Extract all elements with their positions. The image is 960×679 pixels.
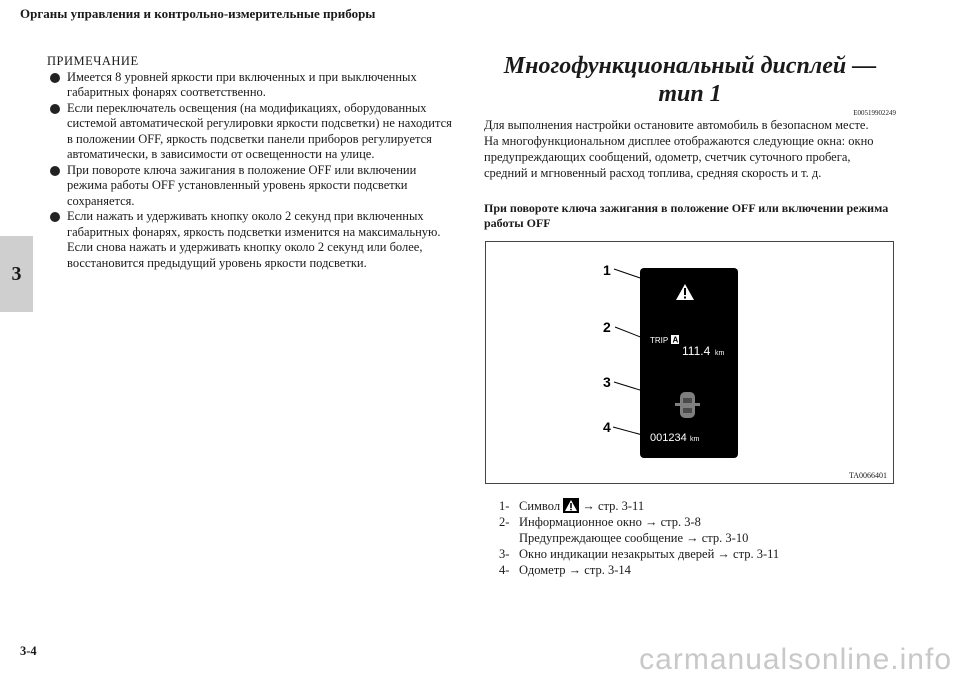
trip-badge: A: [672, 335, 679, 345]
display-figure: [485, 241, 894, 484]
chapter-tab: 3: [0, 236, 33, 312]
note-item: Если нажать и удерживать кнопку около 2 секунд при включенных габаритных фонарях, яркость подсветки изменится на максимальную. Если снова нажать и удерживать кнопку около 2 секунд или более, восстановится предыдущий уровень яркости подсветки.: [47, 209, 459, 271]
note-block: [47, 54, 459, 271]
odometer-unit: km: [690, 436, 700, 443]
caption-item: [499, 498, 779, 514]
caption-text: Предупреждающее сообщение → стр. 3-10: [519, 531, 749, 545]
section-subheading: При повороте ключа зажигания в положение OFF или включении режима работы OFF: [484, 201, 889, 230]
section-paragraph: Для выполнения настройки остановите автомобиль в безопасном месте.: [484, 118, 869, 132]
caption-number: 3-: [499, 547, 510, 561]
caption-number: 2-: [499, 515, 510, 529]
callout-number: 3: [603, 374, 611, 390]
caption-text-before: Символ: [519, 499, 561, 513]
section-block: [484, 52, 896, 231]
trip-value: 111.4: [682, 344, 711, 358]
trip-unit: km: [715, 350, 725, 357]
caption-item: [499, 514, 779, 530]
caption-text: Одометр → стр. 3-14: [519, 563, 631, 577]
note-list: [47, 70, 459, 272]
callout-number: 1: [603, 262, 611, 278]
callout-number: 4: [603, 419, 611, 435]
note-item: Если переключатель освещения (на модификациях, оборудованных системой автоматической регулировки яркости подсветки) не находится в положении OFF, яркость подсветки панели приборов регулируется автоматически, в зависимости от освещенности на улице.: [47, 101, 459, 163]
note-item: При повороте ключа зажигания в положение OFF или включении режима работы OFF установленный уровень яркости подсветки сохраняется.: [47, 163, 459, 210]
section-title: Многофункциональный дисплей — тип 1: [503, 53, 877, 107]
caption-text: Окно индикации незакрытых дверей → стр. 3-11: [519, 547, 780, 561]
warning-triangle-icon: [563, 498, 579, 513]
caption-text-after: → стр. 3-11: [582, 499, 645, 513]
display-illustration: [486, 242, 893, 483]
caption-text: Информационное окно → стр. 3-8: [519, 515, 701, 529]
section-code: E00519902249: [853, 109, 896, 117]
callout-number: 2: [603, 319, 611, 335]
note-item: Имеется 8 уровней яркости при включенных и при выключенных габаритных фонарях соответственно.: [47, 70, 459, 101]
caption-number: [499, 530, 519, 546]
odometer-value: 001234: [650, 432, 687, 444]
caption-item: [499, 562, 779, 578]
caption-number: 1-: [499, 499, 510, 513]
figure-code: TA0066401: [848, 471, 887, 480]
caption-text: [519, 498, 644, 514]
caption-item: [499, 530, 779, 546]
caption-item: [499, 546, 779, 562]
note-title: ПРИМЕЧАНИЕ: [47, 54, 139, 68]
page-number: 3-4: [20, 644, 37, 658]
caption-list: [499, 498, 779, 578]
trip-label: TRIP: [650, 336, 669, 345]
watermark: carmanualsonline.info: [639, 643, 952, 676]
caption-number: 4-: [499, 563, 510, 577]
section-paragraph: На многофункциональном дисплее отображаются следующие окна: окно предупреждающих сообщений, одометр, счетчик суточного пробега, средний и мгновенный расход топлива, средняя скорость и т. д.: [484, 134, 874, 180]
page-header: Органы управления и контрольно-измерительные приборы: [20, 6, 376, 21]
